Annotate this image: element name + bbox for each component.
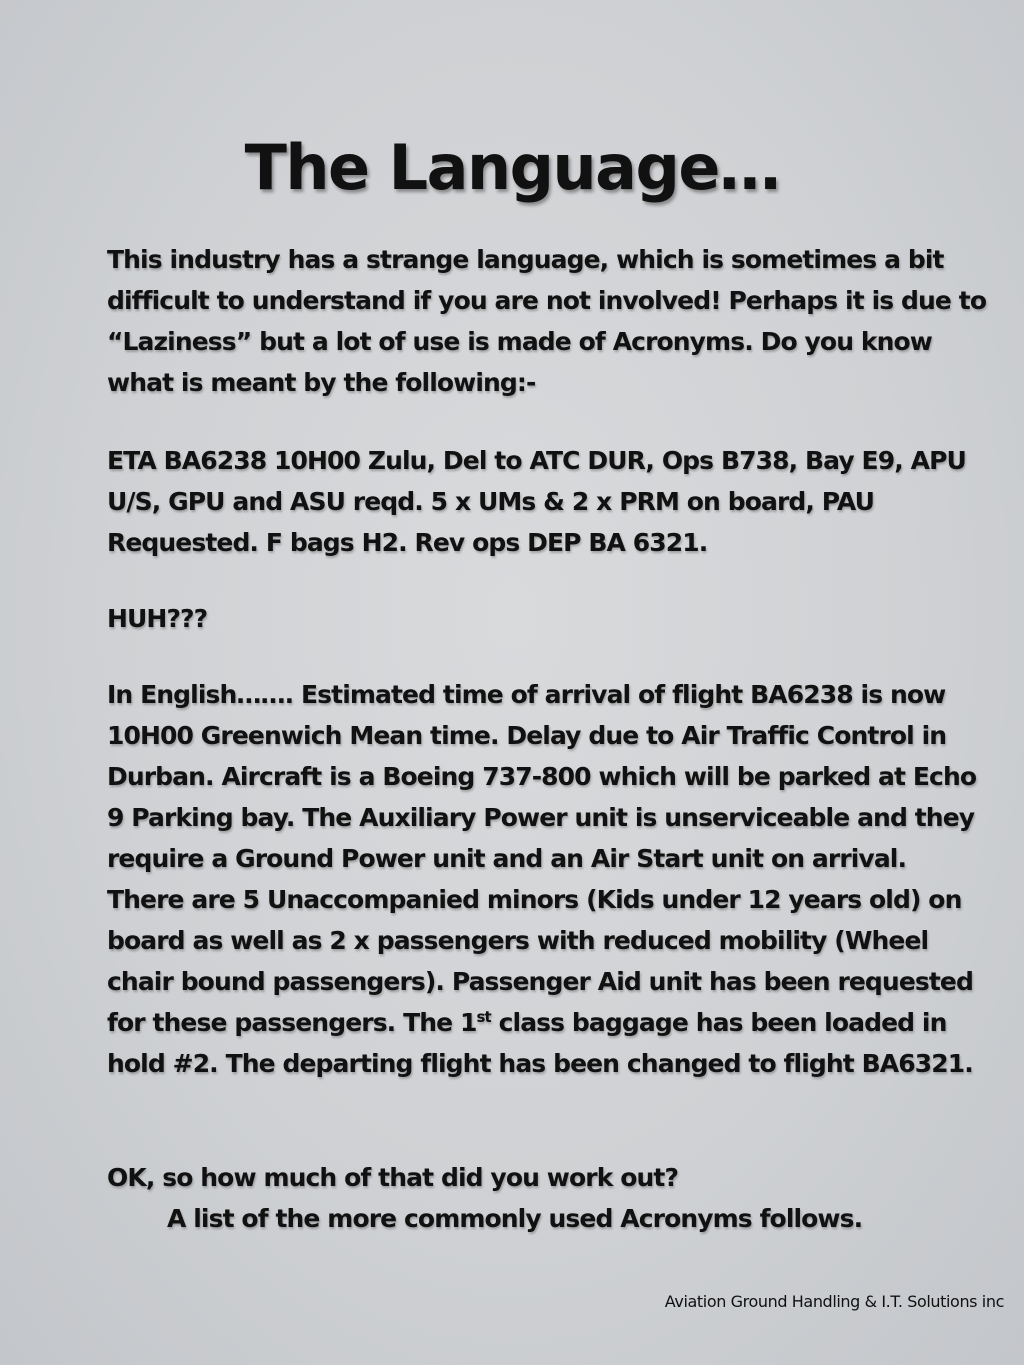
slide-title: The Language…: [244, 131, 780, 204]
translation-text-end: class baggage has been loaded in hold #2. The departing flight has been changed to flight BA6321.: [107, 1008, 973, 1078]
intro-paragraph: This industry has a strange language, which is sometimes a bit difficult to understand if you are not involved! Perhaps it is due to “Laziness” but a lot of use is made of Acronyms. Do you know what is meant by the following:-: [107, 245, 987, 397]
question-paragraph: OK, so how much of that did you work out?: [107, 1163, 679, 1192]
huh-paragraph: HUH???: [107, 604, 208, 633]
ordinal-superscript: st: [476, 1008, 491, 1026]
translation-text-start: In English……. Estimated time of arrival of flight BA6238 is now 10H00 Greenwich Mean time. Delay due to Air Traffic Control in Durban. Aircraft is a Boeing 737-800 which will be parked at Echo 9 Parking bay. The Auxiliary Power unit is unserviceable and they require a Ground Power unit and an Air Start unit on arrival. There are 5 Unaccompanied minors (Kids under 12 years old) on board as well as 2 x passengers with reduced mobility (Wheel chair bound passengers). Passenger Aid unit has been requested for these passengers. The 1: [107, 680, 977, 1037]
acronym-message-paragraph: ETA BA6238 10H00 Zulu, Del to ATC DUR, Ops B738, Bay E9, APU U/S, GPU and ASU reqd. 5 x UMs & 2 x PRM on board, PAU Requested. F bags H2. Rev ops DEP BA 6321.: [107, 446, 966, 557]
list-note-paragraph: A list of the more commonly used Acronyms follows.: [167, 1204, 863, 1233]
footer-company-name: Aviation Ground Handling & I.T. Solutions inc: [664, 1292, 1004, 1311]
translation-paragraph: [107, 674, 987, 1084]
